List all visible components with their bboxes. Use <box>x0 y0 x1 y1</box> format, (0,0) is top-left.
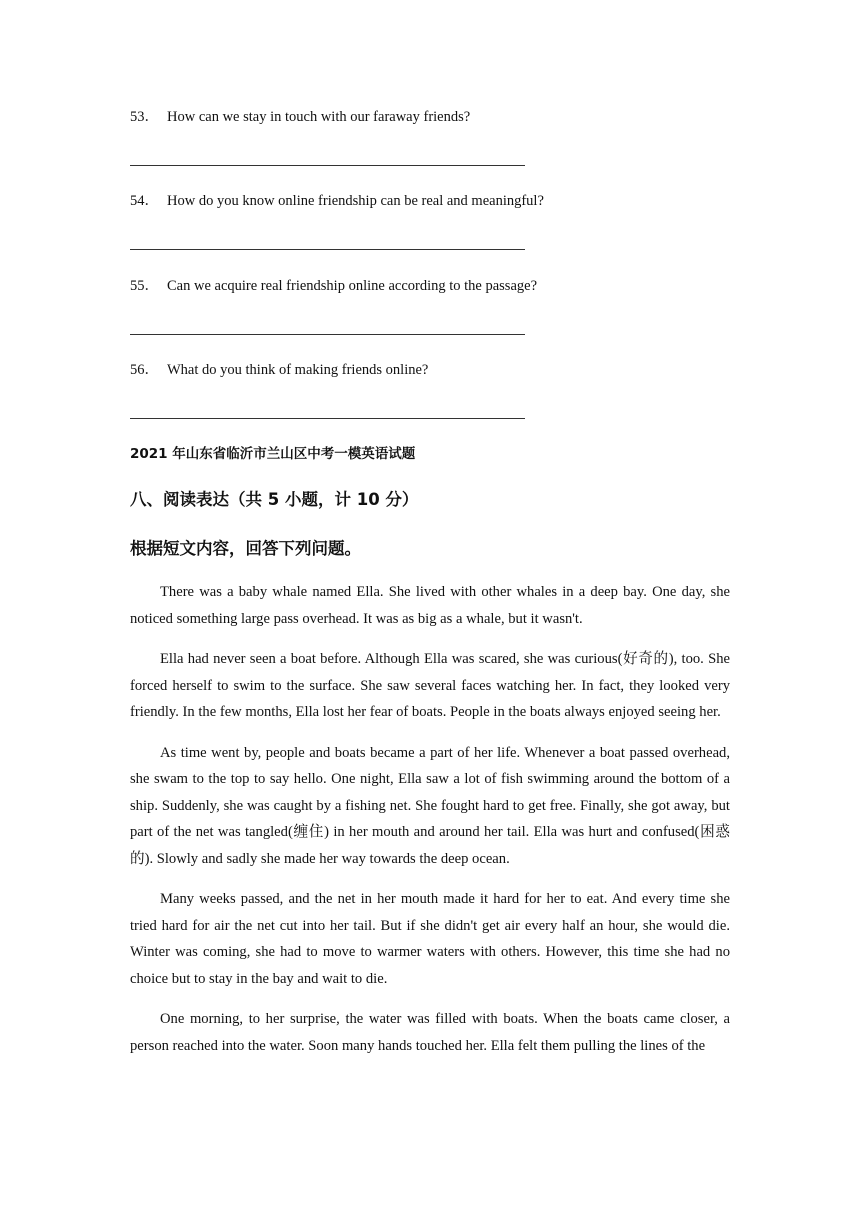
question-number: 53． <box>130 109 159 125</box>
instruction-heading: 根据短文内容，回答下列问题。 <box>130 539 361 558</box>
reading-passage <box>130 579 730 1073</box>
answer-line-56[interactable] <box>130 418 525 419</box>
question-text: How can we stay in touch with our faraway friends? <box>167 109 471 125</box>
passage-paragraph: Ella had never seen a boat before. Although Ella was scared, she was curious(好奇的), too. She forced herself to swim to the surface. She saw several faces watching her. In fact, they looked very friendly. In the few months, Ella lost her fear of boats. People in the boats always enjoyed seeing her. <box>130 651 730 720</box>
exam-source-title: 2021 年山东省临沂市兰山区中考一模英语试题 <box>130 446 416 462</box>
question-text: How do you know online friendship can be real and meaningful? <box>167 193 544 209</box>
answer-line-54[interactable] <box>130 249 525 250</box>
question-53 <box>130 105 470 126</box>
question-number: 56． <box>130 362 159 378</box>
passage-paragraph: One morning, to her surprise, the water was filled with boats. When the boats came closer, a person reached into the water. Soon many hands touched her. Ella felt them pulling the lines of the <box>130 1011 730 1054</box>
passage-paragraph: Many weeks passed, and the net in her mouth made it hard for her to eat. And every time she tried hard for air the net cut into her tail. But if she didn't get air every half an hour, she would die. Winter was coming, she had to move to warmer waters with others. However, this time she had no choice but to stay in the bay and wait to die. <box>130 891 730 987</box>
question-56 <box>130 358 428 379</box>
passage-paragraph: There was a baby whale named Ella. She lived with other whales in a deep bay. One day, she noticed something large pass overhead. It was as big as a whale, but it wasn't. <box>130 584 730 627</box>
question-54 <box>130 189 544 210</box>
question-text: What do you think of making friends online? <box>167 362 429 378</box>
section-heading: 八、阅读表达（共 5 小题，计 10 分） <box>130 490 419 509</box>
answer-line-53[interactable] <box>130 165 525 166</box>
question-55 <box>130 274 537 295</box>
question-number: 55． <box>130 278 159 294</box>
question-number: 54． <box>130 193 159 209</box>
passage-paragraph: As time went by, people and boats became a part of her life. Whenever a boat passed overhead, she swam to the top to say hello. One night, Ella saw a lot of fish swimming around the bottom of a ship. Suddenly, she was caught by a fishing net. She fought hard to get free. Finally, she got away, but part of the net was tangled(缠住) in her mouth and around her tail. Ella was hurt and confused(困惑的). Slowly and sadly she made her way towards the deep ocean. <box>130 744 730 867</box>
question-text: Can we acquire real friendship online according to the passage? <box>167 278 538 294</box>
answer-line-55[interactable] <box>130 334 525 335</box>
